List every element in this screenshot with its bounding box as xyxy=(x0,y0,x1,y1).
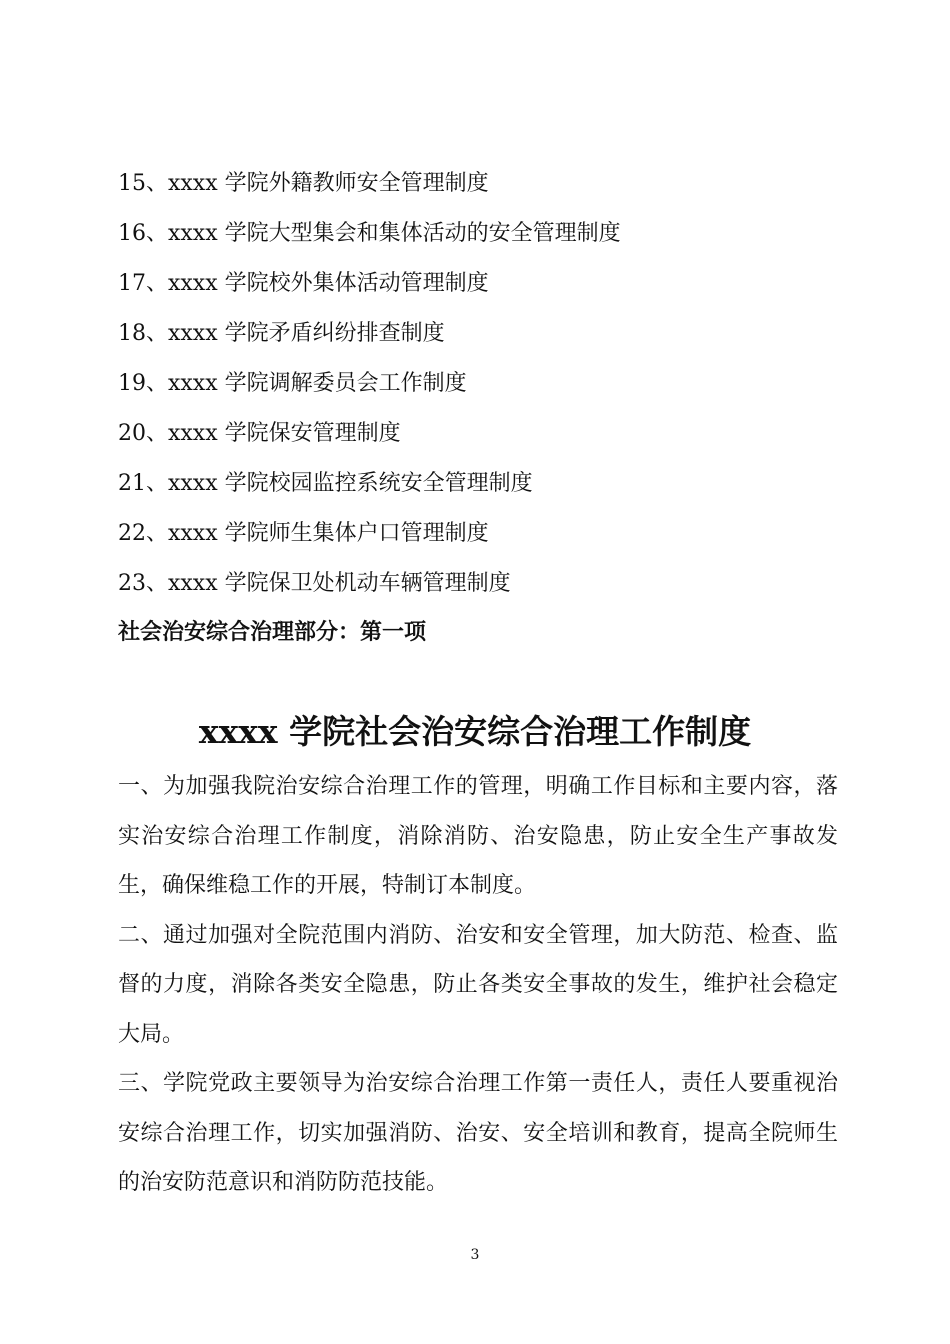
list-item: 15、xxxx 学院外籍教师安全管理制度 xyxy=(118,171,489,196)
section-label: 社会治安综合治理部分：第一项 xyxy=(118,620,427,645)
list-item: 19、xxxx 学院调解委员会工作制度 xyxy=(118,371,467,396)
body-text xyxy=(118,762,838,1208)
paragraph: 二、通过加强对全院范围内消防、治安和安全管理，加大防范、检查、监督的力度，消除各类安全隐患，防止各类安全事故的发生，维护社会稳定大局。 xyxy=(118,922,838,1047)
regulation-list xyxy=(118,166,838,616)
list-item: 23、xxxx 学院保卫处机动车辆管理制度 xyxy=(118,571,511,596)
list-item: 18、xxxx 学院矛盾纠纷排查制度 xyxy=(118,321,445,346)
list-item: 17、xxxx 学院校外集体活动管理制度 xyxy=(118,271,489,296)
list-item: 20、xxxx 学院保安管理制度 xyxy=(118,421,401,446)
document-title: xxxx 学院社会治安综合治理工作制度 xyxy=(198,712,752,751)
list-item: 16、xxxx 学院大型集会和集体活动的安全管理制度 xyxy=(118,221,621,246)
list-item: 21、xxxx 学院校园监控系统安全管理制度 xyxy=(118,471,533,496)
paragraph: 一、为加强我院治安综合治理工作的管理，明确工作目标和主要内容，落实治安综合治理工作制度，消除消防、治安隐患，防止安全生产事故发生，确保维稳工作的开展，特制订本制度。 xyxy=(118,774,838,898)
page-number: 3 xyxy=(470,1247,480,1263)
list-item: 22、xxxx 学院师生集体户口管理制度 xyxy=(118,521,489,546)
paragraph: 三、学院党政主要领导为治安综合治理工作第一责任人，责任人要重视治安综合治理工作，切实加强消防、治安、安全培训和教育，提高全院师生的治安防范意识和消防防范技能。 xyxy=(118,1071,838,1195)
